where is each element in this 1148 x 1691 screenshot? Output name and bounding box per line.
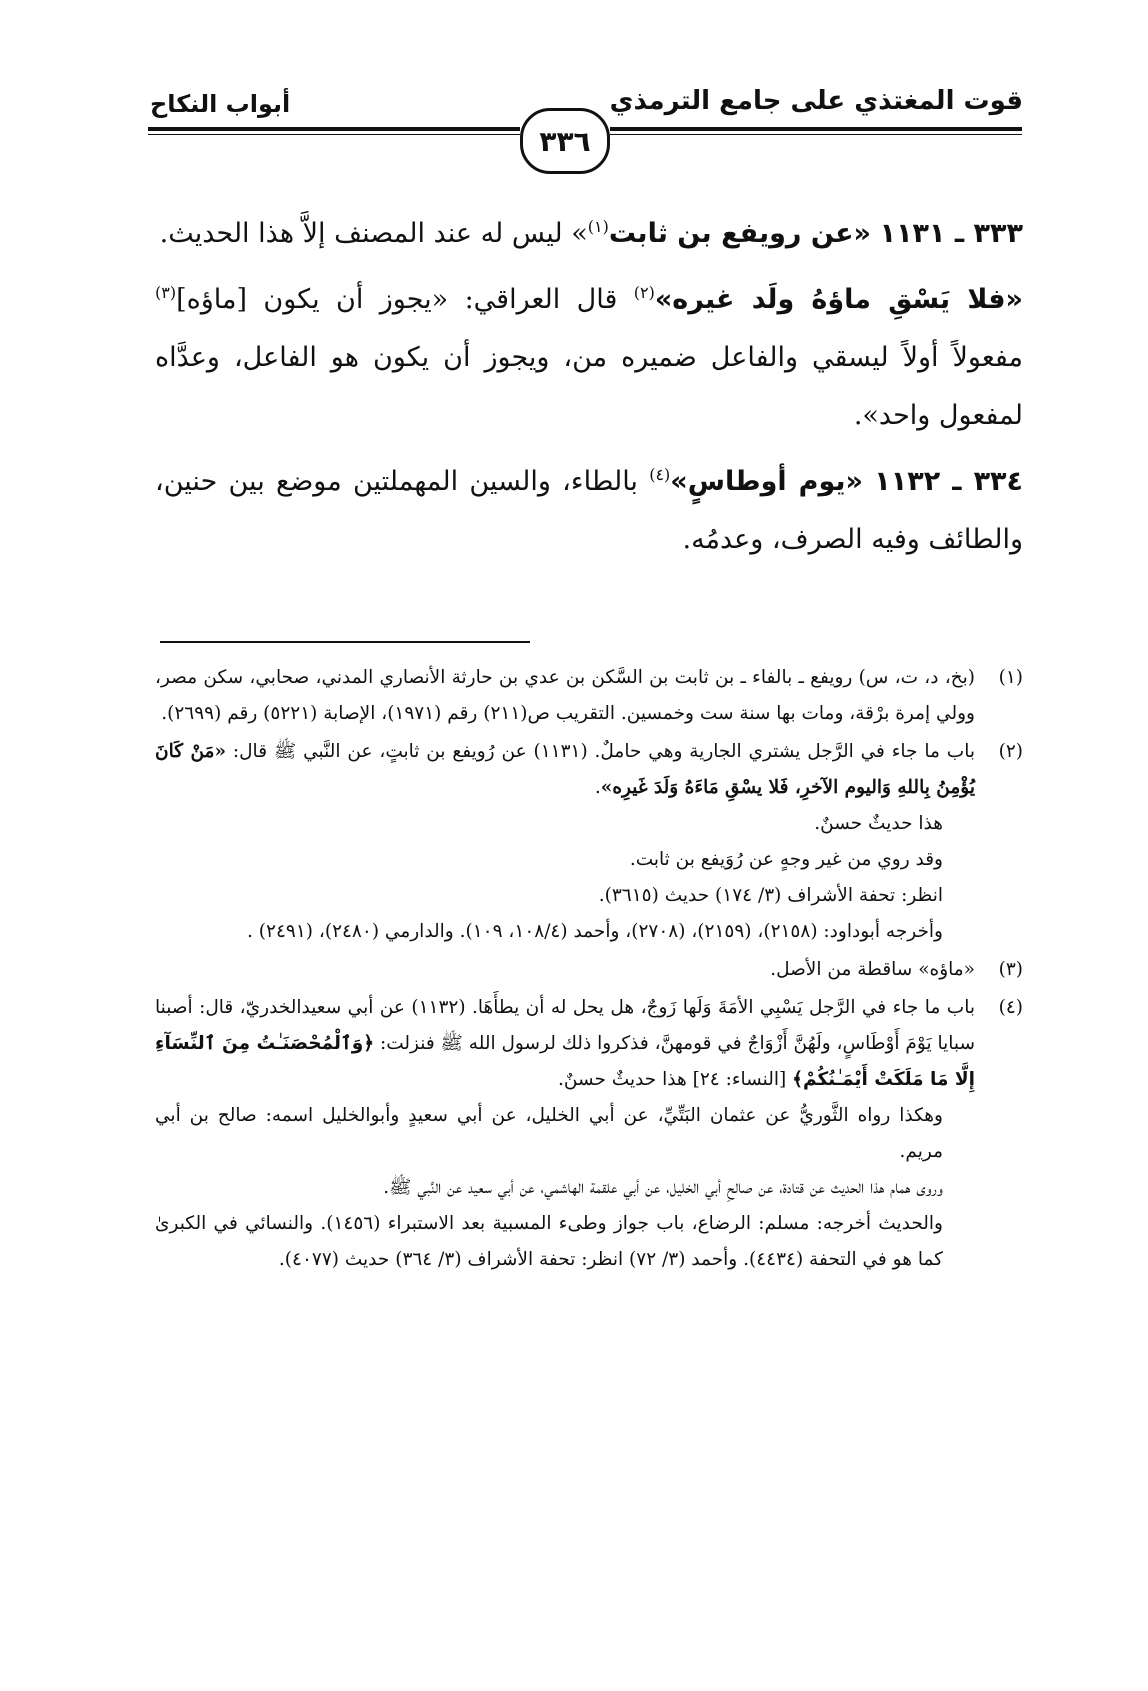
- entry-number: ٣٣٣ ـ ١١٣١: [879, 218, 1023, 249]
- page-number: ٣٣٦: [520, 108, 610, 174]
- entry-text: قال العراقي: «يجوز أن يكون [ماؤه]: [176, 284, 634, 315]
- footnote-number: (٢): [998, 741, 1023, 762]
- header-rule-right-thick: [610, 127, 1022, 131]
- footnote-number: (٤): [998, 997, 1023, 1018]
- footnote-text: «ماؤه» ساقطة من الأصل.: [770, 959, 975, 980]
- footnote-line: وقد روي من غير وجهٍ عن رُوَيفع بن ثابت.: [629, 849, 943, 870]
- entry-text: بالطاء، والسين المهملتين موضع بين حنين، والطائف وفيه الصرف، وعدمُه.: [155, 466, 1023, 555]
- header-rule-right-thin: [610, 134, 1022, 135]
- footnote-text-part: باب ما جاء في الرَّجل يَسْبِي الأمَةَ وَلَها زَوجٌ، هل يحل له أن يطأَهَا. (١١٣٢) عن أبي سعيدالخدريّ، قال: أصبنا سبايا يَوْمَ أَوْطَاسٍ، ولَهُنَّ أَزْوَاجٌ في قومهنَّ، فذكروا ذلك لرسول الله ﷺ فنزلت:: [155, 997, 975, 1054]
- header-rule-left-thick: [148, 127, 520, 131]
- entry-number: ٣٣٤ ـ ١١٣٢: [874, 466, 1024, 497]
- main-text: [155, 205, 1023, 577]
- footnote-text-part: [النساء: ٢٤] هذا حديثٌ حسنٌ.: [558, 1069, 793, 1090]
- footnote-line: وهكذا رواه الثَّوريُّ عن عثمان البَتِّيِّ، عن أبي الخليل، عن أبي سعيدٍ وأبوالخليل اسمه: صالح بن أبي مريم.: [155, 1105, 943, 1162]
- footnote-line: وأخرجه أبوداود: (٢١٥٨)، (٢١٥٩)، (٢٧٠٨)، وأحمد (١٠٨/٤، ١٠٩). والدارمي (٢٤٨٠)، (٢٤٩١) .: [247, 921, 943, 942]
- footnote-ref: (٣): [155, 283, 177, 302]
- entry-334: [155, 453, 1023, 569]
- footnote-line: انظر: تحفة الأشراف (٣/ ١٧٤) حديث (٣٦١٥).: [598, 885, 943, 906]
- footnotes: [155, 660, 1023, 1280]
- entry-heading: «فلا يَسْقِ ماؤهُ ولَد غيره»: [654, 284, 1023, 315]
- footnote-line: هذا حديثٌ حسنٌ.: [814, 813, 943, 834]
- quran-verse: ﴿وَٱلْمُحْصَنَـٰتُ مِنَ ٱلنِّسَآءِ إِلَّا مَا مَلَكَتْ أَيْمَـٰنُكُمْ﴾: [155, 1033, 975, 1090]
- footnote-separator: [160, 641, 530, 643]
- footnote-ref: (٢): [633, 283, 655, 302]
- hadith-quote: «مَنْ كَانَ يُؤْمِنُ بِاللهِ وَاليوم الآخرِ، فَلا يسْقِ مَاءَهُ وَلَدَ غَيرِه»: [155, 741, 975, 798]
- header-rule-left-thin: [148, 134, 520, 135]
- footnote-3: [155, 952, 1023, 988]
- chapter-title: أبواب النكاح: [150, 90, 291, 118]
- footnote-line: وروى همام هذا الحديث عن قتادة، عن صالحِ أبي الخليل، عن أبي علقمة الهاشمي، عن أبي سعيد عن النَّبي ﷺ.: [383, 1177, 943, 1198]
- entry-333: [155, 205, 1023, 263]
- entry-333-note: [155, 271, 1023, 445]
- footnote-text: [155, 990, 975, 1098]
- footnote-line: والحديث أخرجه: مسلم: الرضاع، باب جواز وطىء المسبية بعد الاستبراء (١٤٥٦). والنسائي في الكبرىٰ كما هو في التحفة (٤٤٣٤). وأحمد (٣/ ٧٢) انظر: تحفة الأشراف (٣/ ٣٦٤) حديث (٤٠٧٧).: [155, 1213, 943, 1270]
- footnote-ref: (١): [587, 217, 609, 236]
- footnote-text: باب ما جاء في الرَّجل يشتري الجارية وهي حاملٌ. (١١٣١) عن رُويفع بن ثابتٍ، عن النَّبي ﷺ قال: «مَنْ كَانَ يُؤْمِنُ بِاللهِ وَاليوم الآخرِ، فَلا يسْقِ مَاءَهُ وَلَدَ غَيرِه».: [155, 741, 975, 798]
- footnote-2: [155, 734, 1023, 950]
- entry-text: مفعولاً أولاً ليسقي والفاعل ضميره من، ويجوز أن يكون هو الفاعل، وعدَّاه لمفعول واحد».: [155, 342, 1023, 431]
- footnote-text: (بخ، د، ت، س) رويفع ـ بالفاء ـ بن ثابت بن السَّكن بن عدي بن حارثة الأنصاري المدني، صحابي، سكن مصر، وولي إمرة برْقة، ومات بها سنة ست وخمسين. التقريب ص(٢١١) رقم (١٩٧١)، الإصابة (٥٢٢١) رقم (٢٦٩٩).: [155, 667, 975, 724]
- footnote-ref: (٤): [649, 465, 671, 484]
- footnote-number: (١): [998, 667, 1023, 688]
- footnote-4: [155, 990, 1023, 1278]
- footnote-number: (٣): [998, 959, 1023, 980]
- entry-heading: «يوم أوطاسٍ»: [670, 466, 863, 497]
- footnote-text-part: باب ما جاء في الرَّجل يشتري الجارية وهي حاملٌ. (١١٣١) عن رُويفع بن ثابتٍ، عن النَّبي ﷺ قال:: [226, 741, 975, 762]
- footnote-1: [155, 660, 1023, 732]
- book-title: قوت المغتذي على جامع الترمذي: [609, 86, 1023, 116]
- entry-text: » ليس له عند المصنف إلاَّ هذا الحديث.: [159, 218, 588, 249]
- entry-heading: «عن رويفع بن ثابت: [608, 218, 871, 249]
